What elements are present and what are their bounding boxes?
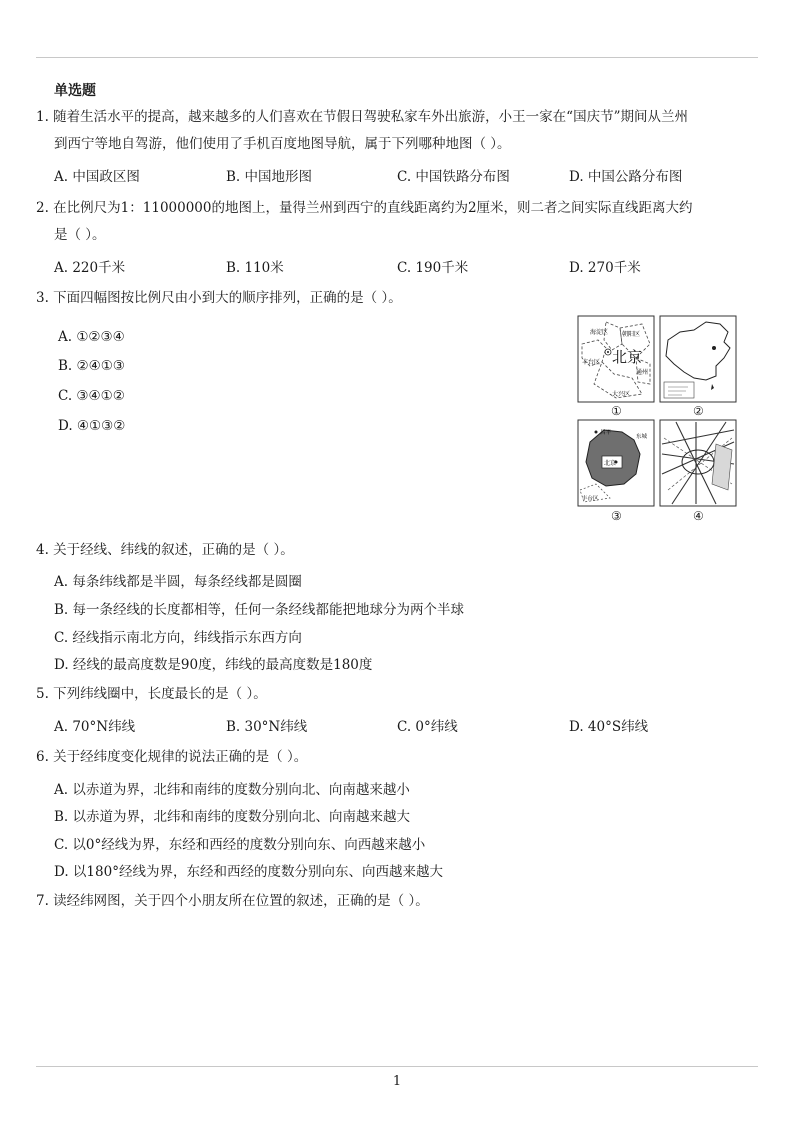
map1-label-tongzhou: 通州 [636, 369, 649, 376]
q3-option-a[interactable]: A. ①②③④ [58, 329, 125, 345]
q4-line-1: 4. 关于经线、纬线的叙述，正确的是（ ）。 [36, 542, 294, 558]
map1-label-beijing: 北京 [612, 348, 643, 366]
map-label-3: ③ [611, 509, 622, 523]
q3-option-d[interactable]: D. ④①③② [58, 418, 126, 434]
q6-option-b[interactable]: B. 以赤道为界，北纬和南纬的度数分别向北、向南越来越大 [54, 809, 411, 825]
map-3-beijing-city [578, 420, 654, 506]
q5-option-c[interactable]: C. 0°纬线 [397, 719, 458, 735]
map3-label-beijing: 北京 [604, 460, 617, 467]
q5-line-1: 5. 下列纬线圈中，长度最长的是（ ）。 [36, 686, 267, 702]
map-label-1: ① [611, 404, 622, 418]
q3-option-b[interactable]: B. ②④①③ [58, 358, 125, 374]
q6-line-1: 6. 关于经纬度变化规律的说法正确的是（ ）。 [36, 749, 308, 765]
q7-line-1: 7. 读经纬网图，关于四个小朋友所在位置的叙述，正确的是（ ）。 [36, 893, 429, 909]
q5-option-b[interactable]: B. 30°N纬线 [226, 719, 308, 735]
q6-option-d[interactable]: D. 以180°经线为界，东经和西经的度数分别向东、向西越来越大 [54, 864, 443, 880]
map-label-2: ② [693, 404, 704, 418]
map-1-beijing-districts [578, 316, 654, 402]
q1-option-d[interactable]: D. 中国公路分布图 [569, 169, 683, 185]
map-2-china-outline [660, 316, 736, 402]
q6-option-a[interactable]: A. 以赤道为界，北纬和南纬的度数分别向北、向南越来越小 [54, 782, 410, 798]
q2-option-c[interactable]: C. 190千米 [397, 260, 469, 276]
top-rule [36, 57, 758, 58]
map3-label-changping: 昌平 [600, 430, 612, 436]
q3-line-1: 3. 下面四幅图按比例尺由小到大的顺序排列，正确的是（ ）。 [36, 290, 402, 306]
map1-label-haidian: 海淀区 [590, 329, 609, 336]
q1-option-a[interactable]: A. 中国政区图 [54, 169, 140, 185]
q3-option-c[interactable]: C. ③④①② [58, 388, 125, 404]
q5-option-d[interactable]: D. 40°S纬线 [569, 719, 649, 735]
q2-option-a[interactable]: A. 220千米 [54, 260, 126, 276]
map1-label-chaoyang: 朝阳区 [622, 331, 641, 338]
map-grid [576, 314, 738, 526]
map1-label-fengtai: 丰台区 [582, 359, 601, 366]
map3-label-fengtai: 丰台区 [582, 496, 599, 502]
q2-line-1: 2. 在比例尺为1：11000000的地图上，量得兰州到西宁的直线距离约为2厘米，则二者之间实际直线距离大约 [36, 200, 693, 216]
q1-option-c[interactable]: C. 中国铁路分布图 [397, 169, 510, 185]
q4-option-c[interactable]: C. 经线指示南北方向，纬线指示东西方向 [54, 630, 302, 646]
q3-map-figure [576, 314, 738, 526]
q2-option-b[interactable]: B. 110米 [226, 260, 284, 276]
map1-label-daxing: 大兴区 [612, 391, 631, 398]
q2-line-2: 是（ ）。 [54, 227, 106, 243]
page-number: 1 [392, 1074, 402, 1089]
section-title: 单选题 [54, 83, 96, 99]
q4-option-a[interactable]: A. 每条纬线都是半圆，每条经线都是圆圈 [54, 574, 302, 590]
map3-label-dongcheng: 东城 [636, 434, 648, 440]
bottom-rule [36, 1066, 758, 1067]
q4-option-d[interactable]: D. 经线的最高度数是90度，纬线的最高度数是180度 [54, 657, 373, 673]
q1-option-b[interactable]: B. 中国地形图 [226, 169, 313, 185]
q5-option-a[interactable]: A. 70°N纬线 [54, 719, 136, 735]
q4-option-b[interactable]: B. 每一条经线的长度都相等，任何一条经线都能把地球分为两个半球 [54, 602, 465, 618]
q6-option-c[interactable]: C. 以0°经线为界，东经和西经的度数分别向东、向西越来越小 [54, 837, 426, 853]
q1-line-2: 到西宁等地自驾游，他们使用了手机百度地图导航，属于下列哪种地图（ ）。 [54, 136, 511, 152]
map-4-road-network [660, 420, 736, 506]
map-label-4: ④ [693, 509, 704, 523]
q1-line-1: 1. 随着生活水平的提高，越来越多的人们喜欢在节假日驾驶私家车外出旅游，小王一家在“国庆节”期间从兰州 [36, 109, 688, 125]
q2-option-d[interactable]: D. 270千米 [569, 260, 641, 276]
